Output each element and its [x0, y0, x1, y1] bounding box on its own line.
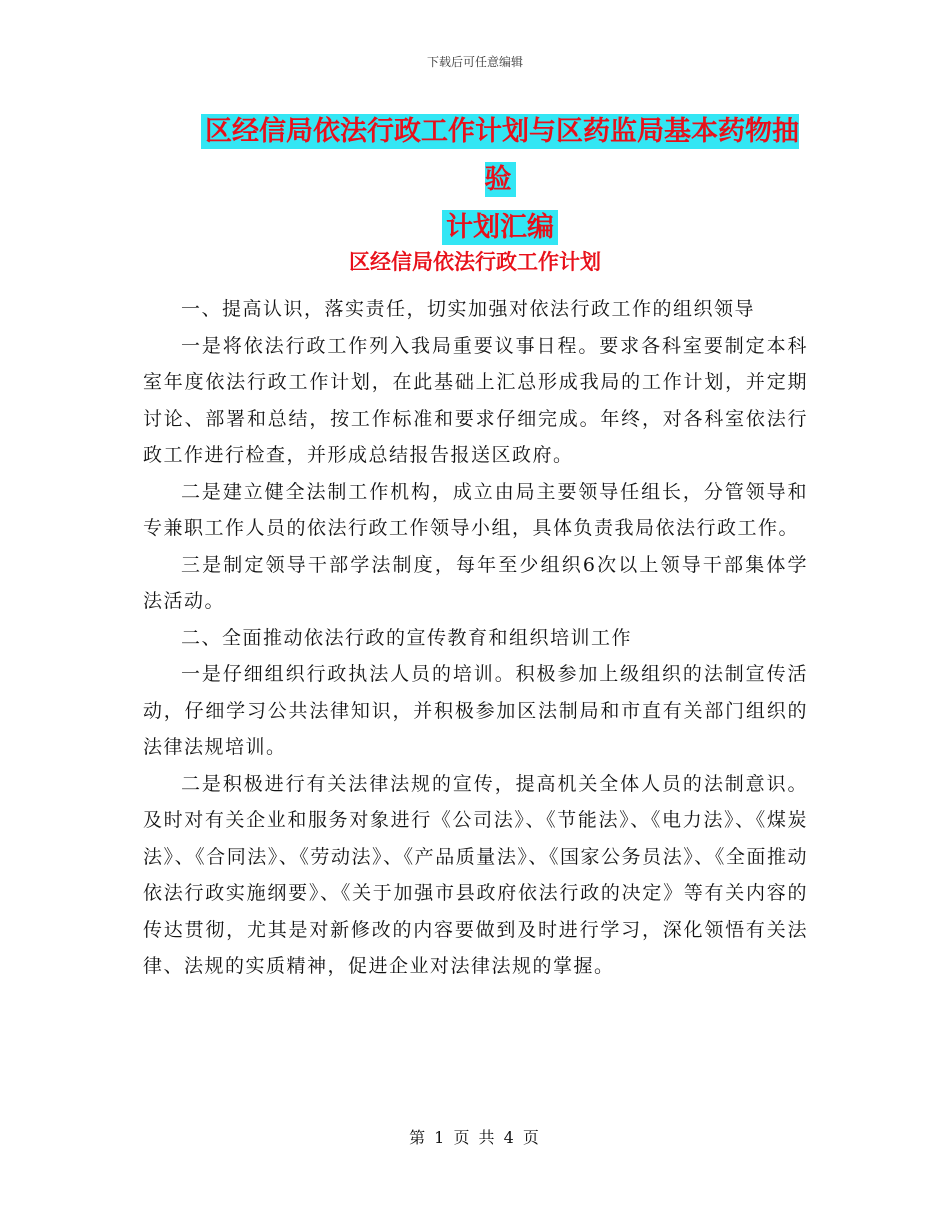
main-title-line-1: 区经信局依法行政工作计划与区药监局基本药物抽验 — [201, 114, 799, 197]
paragraph: 二是积极进行有关法律法规的宣传，提高机关全体人员的法制意识。及时对有关企业和服务对象进行《公司法》、《节能法》、《电力法》、《煤炭法》、《合同法》、《劳动法》、《产品质量法》、《国家公务员法》、《全面推动依法行政实施纲要》、《关于加强市县政府依法行政的决定》等有关内容的传达贯彻，尤其是对新修改的内容要做到及时进行学习，深化领悟有关法律、法规的实质精神，促进企业对法律法规的掌握。 — [143, 772, 808, 977]
paragraph: 一是仔细组织行政执法人员的培训。积极参加上级组织的法制宣传活动，仔细学习公共法律知识，并积极参加区法制局和市直有关部门组织的法律法规培训。 — [143, 663, 808, 758]
paragraph-heading-2: 二、全面推动依法行政的宣传教育和组织培训工作 — [181, 626, 633, 649]
main-title-line-2: 计划汇编 — [442, 210, 558, 245]
document-body — [143, 291, 808, 985]
document-main-title — [190, 108, 810, 252]
paragraph: 一是将依法行政工作列入我局重要议事日程。要求各科室要制定本科室年度依法行政工作计划，在此基础上汇总形成我局的工作计划，并定期讨论、部署和总结，按工作标准和要求仔细完成。年终，对各科室依法行政工作进行检查，并形成总结报告报送区政府。 — [143, 334, 808, 466]
paragraph: 二是建立健全法制工作机构，成立由局主要领导任组长，分管领导和专兼职工作人员的依法行政工作领导小组，具体负责我局依法行政工作。 — [143, 480, 808, 539]
section-title: 区经信局依法行政工作计划 — [349, 250, 601, 274]
paragraph-heading-1: 一、提高认识，落实责任，切实加强对依法行政工作的组织领导 — [181, 298, 756, 320]
page-header-note: 下载后可任意编辑 — [426, 55, 523, 69]
page-number-footer: 第 1 页 共 4 页 — [409, 1128, 541, 1147]
paragraph: 三是制定领导干部学法制度，每年至少组织6次以上领导干部集体学法活动。 — [143, 553, 808, 612]
